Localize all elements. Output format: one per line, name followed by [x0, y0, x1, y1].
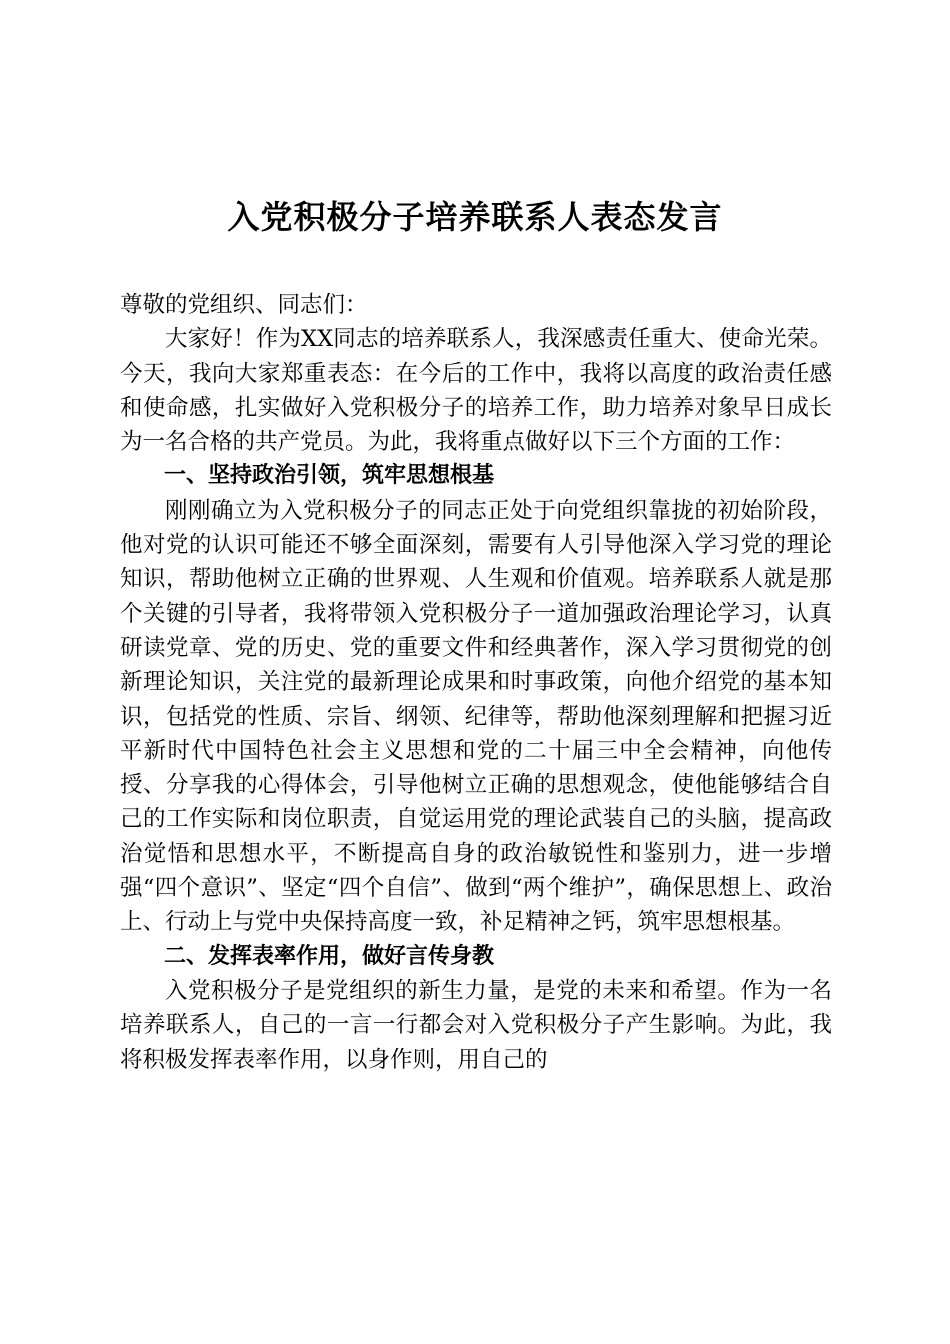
section-heading-1: 一、坚持政治引领，筑牢思想根基 — [164, 463, 495, 489]
document-body — [120, 288, 832, 1077]
section-2-paragraph: 入党积极分子是党组织的新生力量，是党的未来和希望。作为一名培养联系人，自己的一言一行都会对入党积极分子产生影响。为此，我将积极发挥表率作用，以身作则，用自己的 — [120, 977, 832, 1073]
section-heading-2: 二、发挥表率作用，做好言传身教 — [164, 943, 495, 969]
document-title: 入党积极分子培养联系人表态发言 — [227, 198, 723, 236]
salutation: 尊敬的党组织、同志们： — [120, 292, 368, 318]
section-1-paragraph: 刚刚确立为入党积极分子的同志正处于向党组织靠拢的初始阶段，他对党的认识可能还不够全面深刻，需要有人引导他深入学习党的理论知识，帮助他树立正确的世界观、人生观和价值观。培养联系人就是那个关键的引导者，我将带领入党积极分子一道加强政治理论学习，认真研读党章、党的历史、党的重要文件和经典著作，深入学习贯彻党的创新理论知识，关注党的最新理论成果和时事政策，向他介绍党的基本知识，包括党的性质、宗旨、纲领、纪律等，帮助他深刻理解和把握习近平新时代中国特色社会主义思想和党的二十届三中全会精神，向他传授、分享我的心得体会，引导他树立正确的思想观念，使他能够结合自己的工作实际和岗位职责，自觉运用党的理论武装自己的头脑，提高政治觉悟和思想水平，不断提高自身的政治敏锐性和鉴别力，进一步增强“四个意识”、坚定“四个自信”、做到“两个维护”，确保思想上、政治上、行动上与党中央保持高度一致，补足精神之钙，筑牢思想根基。 — [120, 497, 832, 936]
intro-paragraph: 大家好！作为XX同志的培养联系人，我深感责任重大、使命光荣。今天，我向大家郑重表态：在今后的工作中，我将以高度的政治责任感和使命感，扎实做好入党积极分子的培养工作，助力培养对象早日成长为一名合格的共产党员。为此，我将重点做好以下三个方面的工作： — [120, 326, 832, 456]
